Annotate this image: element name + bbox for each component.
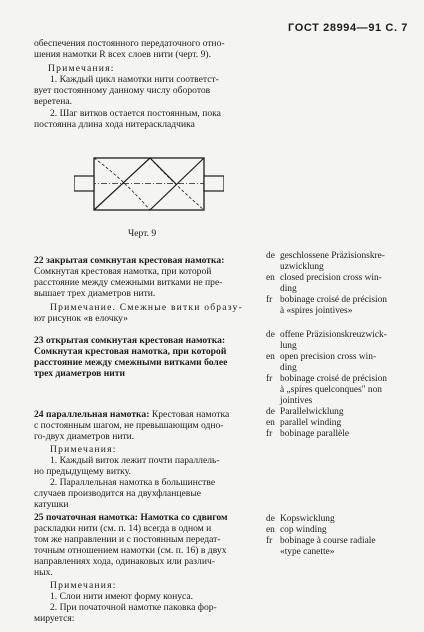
note-line: постоянна длина хода нитераскладчика xyxy=(34,119,195,130)
term-25-en: en cop winding xyxy=(266,525,327,535)
term-22-de: de geschlossene Präzisionskre- xyxy=(266,251,385,261)
term-23-de-cont: lung xyxy=(280,341,297,351)
term-23-en: en open precision cross win- xyxy=(266,352,377,362)
term-24-note: 1. Каждый виток лежит почти параллель- xyxy=(50,455,220,466)
term-25-note: мируется: xyxy=(34,613,75,624)
term-25-fr: fr bobinage à course radiale xyxy=(266,536,376,546)
term-23-line: Сомкнутая крестовая намотка, при которой xyxy=(34,346,227,357)
term-22-fr: fr bobinage croisé de précision xyxy=(266,295,387,305)
term-22-de-cont: uzwicklung xyxy=(280,262,324,272)
figure-caption: Черт. 9 xyxy=(128,228,157,239)
note-line: 2. Шаг витков остается постоянным, пока xyxy=(50,108,221,119)
cross-winding-figure xyxy=(74,150,224,220)
term-22-fr-cont: à «spires jointives» xyxy=(280,306,353,316)
term-23-fr: fr bobinage croisé de précision xyxy=(266,374,387,384)
term-25-line: направлениях хода, одинаковых или различ- xyxy=(34,556,215,567)
term-23-heading: 23 открытая сомкнутая крестовая намотка: xyxy=(34,335,226,346)
term-22-heading: 22 закрытая сомкнутая крестовая намотка: xyxy=(34,255,225,266)
term-24-note: но предыдущему витку. xyxy=(34,466,131,477)
term-24-notes-title: Примечания: xyxy=(50,444,117,455)
term-25-fr-cont: «type canette» xyxy=(280,547,335,557)
term-25-notes-title: Примечания: xyxy=(50,580,117,591)
term-23-line: трех диаметров нити xyxy=(34,368,125,379)
term-24-de: de Parallelwicklung xyxy=(266,407,344,417)
term-23-en-cont: ding xyxy=(280,363,297,373)
term-22-note: Примечание. Смежные витки образу- xyxy=(50,302,243,313)
term-25-de: de Kopswicklung xyxy=(266,514,335,524)
intro-line-2: шения намотки R всех слоев нити (черт. 9). xyxy=(34,49,211,60)
term-23-fr-cont: jointives xyxy=(280,396,313,406)
intro-line-1: обеспечения постоянного передаточного отно- xyxy=(34,38,225,49)
term-24-line: го-двух диаметров нити. xyxy=(34,431,135,442)
term-23-line: расстояние между смежными витками более xyxy=(34,357,228,368)
term-25-line: раскладки нити (см. п. 14) всегда в одном и xyxy=(34,523,212,534)
note-line: вует постоянному данному числу оборотов xyxy=(34,85,211,96)
term-24-heading: 24 параллельная намотка: Крестовая намотка xyxy=(34,409,230,420)
term-22-line: вышает трех диаметров нити. xyxy=(34,288,156,299)
note-line: 1. Каждый цикл намотки нити соответст- xyxy=(50,74,219,85)
term-25-note: 1. Слои нити имеют форму конуса. xyxy=(50,591,194,602)
term-25-line: ных. xyxy=(34,567,53,578)
term-23-fr-cont: à „spires quelconques" non xyxy=(280,385,382,395)
term-24-en: en parallel winding xyxy=(266,418,342,428)
term-24-note: случаев производится на двухфланцевые xyxy=(34,488,202,499)
term-22-line: расстояние между смежными витками не пре- xyxy=(34,277,223,288)
term-25-note: 2. При початочной намотке паковка фор- xyxy=(50,602,217,613)
page-header: ГОСТ 28994—91 С. 7 xyxy=(288,22,408,34)
term-22-note: ют рисунок «в елочку» xyxy=(34,313,128,324)
term-24-fr: fr bobinage parallèle xyxy=(266,429,349,439)
term-24-line: с постоянным шагом, не превышающим одно- xyxy=(34,420,224,431)
term-25-line: точным отношением намотки (см. п. 16) в двух xyxy=(34,545,227,556)
term-24-note: 2. Параллельная намотка в большинстве xyxy=(50,477,216,488)
term-24-note: катушки xyxy=(34,499,69,510)
term-25-line: том же направлении и с постоянным передат- xyxy=(34,534,221,545)
term-25-heading: 25 початочная намотка: Намотка со сдвигом xyxy=(34,512,228,523)
term-22-en: en closed precision cross win- xyxy=(266,273,382,283)
term-23-de: de offene Präzisionskreuzwick- xyxy=(266,330,387,340)
term-22-en-cont: ding xyxy=(280,284,297,294)
term-22-line: Сомкнутая крестовая намотка, при которой xyxy=(34,266,212,277)
note-line: веретена. xyxy=(34,96,73,107)
notes-title: Примечания: xyxy=(48,63,115,74)
